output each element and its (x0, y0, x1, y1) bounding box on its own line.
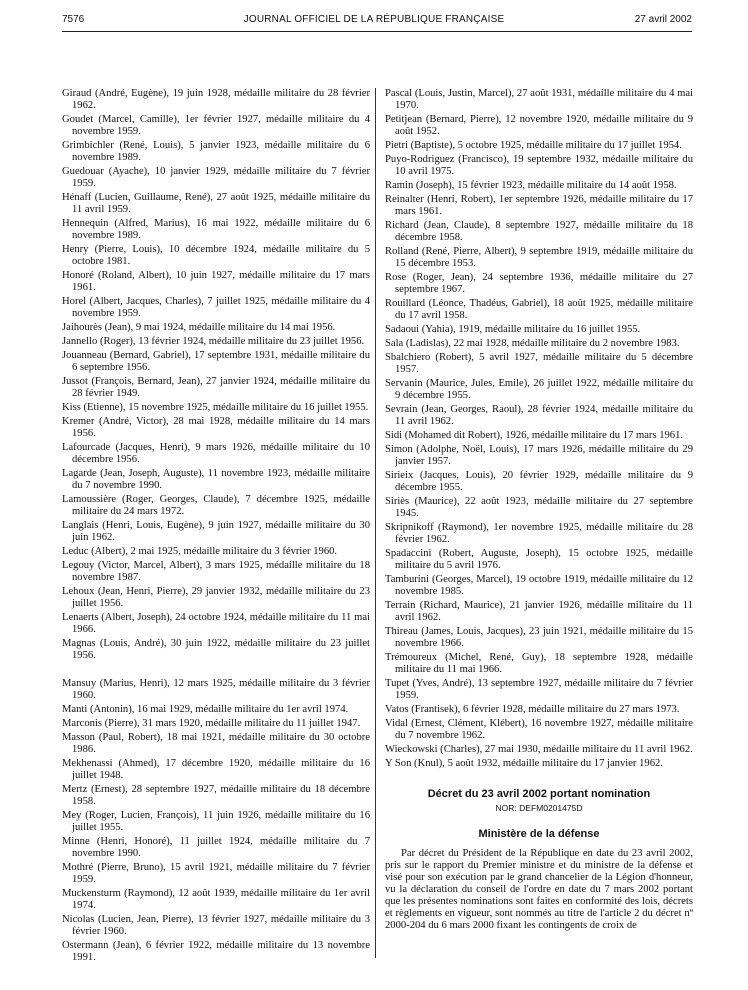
decree-title: Décret du 23 avril 2002 portant nomination (427, 788, 651, 800)
column-divider (375, 88, 376, 958)
list-item: Masson (Paul, Robert), 18 mai 1921, médaille militaire du 30 octobre 1986. (62, 732, 370, 755)
list-item: Sirieix (Jacques, Louis), 20 février 1929, médaille militaire du 9 décembre 1955. (385, 470, 693, 493)
page-header (0, 0, 748, 36)
list-item: Guedouar (Ayache), 10 janvier 1929, médaille militaire du 7 février 1959. (62, 166, 370, 189)
list-item: Goudet (Marcel, Camille), 1er février 1927, médaille militaire du 4 novembre 1959. (62, 114, 370, 137)
left-column (62, 88, 370, 966)
list-item: Vidal (Ernest, Clément, Klébert), 16 novembre 1927, médaille militaire du 7 novembre 1962. (385, 718, 693, 741)
list-item: Hennequin (Alfred, Marius), 16 mai 1922, médaille militaire du 6 novembre 1989. (62, 218, 370, 241)
journal-title: JOURNAL OFFICIEL DE LA RÉPUBLIQUE FRANÇAISE (243, 14, 505, 25)
list-item: Muckensturm (Raymond), 12 août 1939, médaille militaire du 1er avril 1974. (62, 888, 370, 911)
list-item: Tupet (Yves, André), 13 septembre 1927, médaille militaire du 7 février 1959. (385, 678, 693, 701)
list-item: Thireau (James, Louis, Jacques), 23 juin 1921, médaille militaire du 15 novembre 1966. (385, 626, 693, 649)
list-item: Vatos (Frantisek), 6 février 1928, médaille militaire du 27 mars 1973. (385, 704, 680, 715)
list-item: Langlais (Henri, Louis, Eugène), 9 juin 1927, médaille militaire du 30 juin 1962. (62, 520, 370, 543)
list-item: Mertz (Ernest), 28 septembre 1927, médaille militaire du 18 décembre 1958. (62, 784, 370, 807)
list-item: Spadaccini (Robert, Auguste, Joseph), 15 octobre 1925, médaille militaire du 5 avril 1976. (385, 548, 693, 571)
list-item: Servanin (Maurice, Jules, Emile), 26 juillet 1922, médaille militaire du 9 décembre 1955. (385, 378, 693, 401)
list-item: Mey (Roger, Lucien, François), 11 juin 1926, médaille militaire du 16 juillet 1955. (62, 810, 370, 833)
header-rule (62, 31, 692, 32)
list-item: Sevrain (Jean, Georges, Raoul), 28 février 1924, médaille militaire du 11 avril 1962. (385, 404, 693, 427)
list-item: Rose (Roger, Jean), 24 septembre 1936, médaille militaire du 27 septembre 1967. (385, 272, 693, 295)
list-item: Puyo-Rodriguez (Francisco), 19 septembre 1932, médaille militaire du 10 avril 1975. (385, 154, 693, 177)
list-item: Jouanneau (Bernard, Gabriel), 17 septembre 1931, médaille militaire du 6 septembre 1956. (62, 350, 370, 373)
list-item: Lehoux (Jean, Henri, Pierre), 29 janvier 1932, médaille militaire du 23 juillet 1956. (62, 586, 370, 609)
list-item: Sadaoui (Yahia), 1919, médaille militaire du 16 juillet 1955. (385, 324, 641, 335)
list-item: Kremer (André, Victor), 28 mai 1928, médaille militaire du 14 mars 1956. (62, 416, 370, 439)
list-item: Tamburini (Georges, Marcel), 19 octobre 1919, médaille militaire du 12 novembre 1985. (385, 574, 693, 597)
list-item: Mothré (Pierre, Bruno), 15 avril 1921, médaille militaire du 7 février 1959. (62, 862, 370, 885)
list-item: Minne (Henri, Honoré), 11 juillet 1924, médaille militaire du 7 novembre 1990. (62, 836, 370, 859)
list-item: Y Son (Knul), 5 août 1932, médaille militaire du 17 janvier 1962. (385, 758, 663, 769)
right-column-entries (385, 88, 693, 770)
list-item: Grimbichler (René, Louis), 5 janvier 1923, médaille militaire du 6 novembre 1989. (62, 140, 370, 163)
list-item: Leduc (Albert), 2 mai 1925, médaille militaire du 3 février 1960. (62, 546, 338, 557)
list-item: Manti (Antonin), 16 mai 1929, médaille militaire du 1er avril 1974. (62, 704, 349, 715)
list-item: Mekhenassi (Ahmed), 17 décembre 1920, médaille militaire du 16 juillet 1948. (62, 758, 370, 781)
list-item: Jussot (François, Bernard, Jean), 27 janvier 1924, médaille militaire du 28 février 1949. (62, 376, 370, 399)
list-item: Richard (Jean, Claude), 8 septembre 1927, médaille militaire du 18 décembre 1958. (385, 220, 693, 243)
list-item: Lagarde (Jean, Joseph, Auguste), 11 novembre 1923, médaille militaire du 7 novembre 1990. (62, 468, 370, 491)
list-item: Sbalchiero (Robert), 5 avril 1927, médaille militaire du 5 décembre 1957. (385, 352, 693, 375)
list-item: Rolland (René, Pierre, Albert), 9 septembre 1919, médaille militaire du 15 décembre 1953. (385, 246, 693, 269)
list-item: Henry (Pierre, Louis), 10 décembre 1924, médaille militaire du 5 octobre 1981. (62, 244, 370, 267)
list-item: Lafourcade (Jacques, Henri), 9 mars 1926, médaille militaire du 10 décembre 1956. (62, 442, 370, 465)
decree-text: Par décret du Président de la République en date du 23 avril 2002, pris sur le rapport du Premier ministre et du ministre de la défense et visé pour son exécution par le grand chancelier de la Légion d'honneur, vu la déclaration du conseil de l'ordre en date du 7 mars 2002 portant que les présentes nominations sont faites en conformité des lois, décrets et règlements en vigueur, sont nommés au titre de l'article 2 du décret nº 2000-204 du 6 mars 2000 fixant les contingents de croix de (385, 848, 693, 931)
right-column (385, 88, 693, 932)
list-item: Terrain (Richard, Maurice), 21 janvier 1926, médaille militaire du 11 avril 1962. (385, 600, 693, 623)
list-item: Petitjean (Bernard, Pierre), 12 novembre 1920, médaille militaire du 9 août 1952. (385, 114, 693, 137)
list-item: Giraud (André, Eugène), 19 juin 1928, médaille militaire du 28 février 1962. (62, 88, 370, 111)
list-item: Nicolas (Lucien, Jean, Pierre), 13 février 1927, médaille militaire du 3 février 1960. (62, 914, 370, 937)
list-item: Hénaff (Lucien, Guillaume, René), 27 août 1925, médaille militaire du 11 avril 1959. (62, 192, 370, 215)
list-item: Simon (Adolphe, Noël, Louis), 17 mars 1926, médaille militaire du 29 janvier 1957. (385, 444, 693, 467)
list-item: Lamoussière (Roger, Georges, Claude), 7 décembre 1925, médaille militaire du 24 mars 1972. (62, 494, 370, 517)
spacer (62, 664, 370, 678)
list-item: Ramin (Joseph), 15 février 1923, médaille militaire du 14 août 1958. (385, 180, 677, 191)
list-item: Magnas (Louis, André), 30 juin 1922, médaille militaire du 23 juillet 1956. (62, 638, 370, 661)
list-item: Horel (Albert, Jacques, Charles), 7 juillet 1925, médaille militaire du 4 novembre 1959. (62, 296, 370, 319)
list-item: Ostermann (Jean), 6 février 1922, médaille militaire du 13 novembre 1991. (62, 940, 370, 963)
list-item: Sala (Ladislas), 22 mai 1928, médaille militaire du 2 novembre 1983. (385, 338, 680, 349)
nor-reference: NOR: DEFM0201475D (495, 803, 583, 813)
list-item: Pietri (Baptiste), 5 octobre 1925, médaille militaire du 17 juillet 1954. (385, 140, 682, 151)
ministry-heading: Ministère de la défense (478, 828, 600, 840)
list-item: Trémoureux (Michel, René, Guy), 18 septembre 1928, médaille militaire du 11 mai 1966. (385, 652, 693, 675)
list-item: Rouillard (Léonce, Thadéus, Gabriel), 18 août 1925, médaille militaire du 17 avril 1958. (385, 298, 693, 321)
list-item: Wieckowski (Charles), 27 mai 1930, médaille militaire du 11 avril 1962. (385, 744, 693, 755)
list-item: Sidi (Mohamed dit Robert), 1926, médaille militaire du 17 mars 1961. (385, 430, 684, 441)
page-number: 7576 (62, 14, 85, 25)
list-item: Skripnikoff (Raymond), 1er novembre 1925, médaille militaire du 28 février 1962. (385, 522, 693, 545)
list-item: Legouy (Victor, Marcel, Albert), 3 mars 1925, médaille militaire du 18 novembre 1987. (62, 560, 370, 583)
list-item: Jaihourès (Jean), 9 mai 1924, médaille militaire du 14 mai 1956. (62, 322, 336, 333)
list-item: Jannello (Roger), 13 février 1924, médaille militaire du 23 juillet 1956. (62, 336, 365, 347)
list-item: Reinalter (Henri, Robert), 1er septembre 1926, médaille militaire du 17 mars 1961. (385, 194, 693, 217)
list-item: Mansuy (Marius, Henri), 12 mars 1925, médaille militaire du 3 février 1960. (62, 678, 370, 701)
list-item: Pascal (Louis, Justin, Marcel), 27 août 1931, médaille militaire du 4 mai 1970. (385, 88, 693, 111)
list-item: Kiss (Etienne), 15 novembre 1925, médaille militaire du 16 juillet 1955. (62, 402, 369, 413)
list-item: Siriès (Maurice), 22 août 1923, médaille militaire du 27 septembre 1945. (385, 496, 693, 519)
list-item: Honoré (Roland, Albert), 10 juin 1927, médaille militaire du 17 mars 1961. (62, 270, 370, 293)
issue-date: 27 avril 2002 (634, 14, 692, 25)
list-item: Lenaerts (Albert, Joseph), 24 octobre 1924, médaille militaire du 11 mai 1966. (62, 612, 370, 635)
list-item: Marconis (Pierre), 31 mars 1920, médaille militaire du 11 juillet 1947. (62, 718, 361, 729)
